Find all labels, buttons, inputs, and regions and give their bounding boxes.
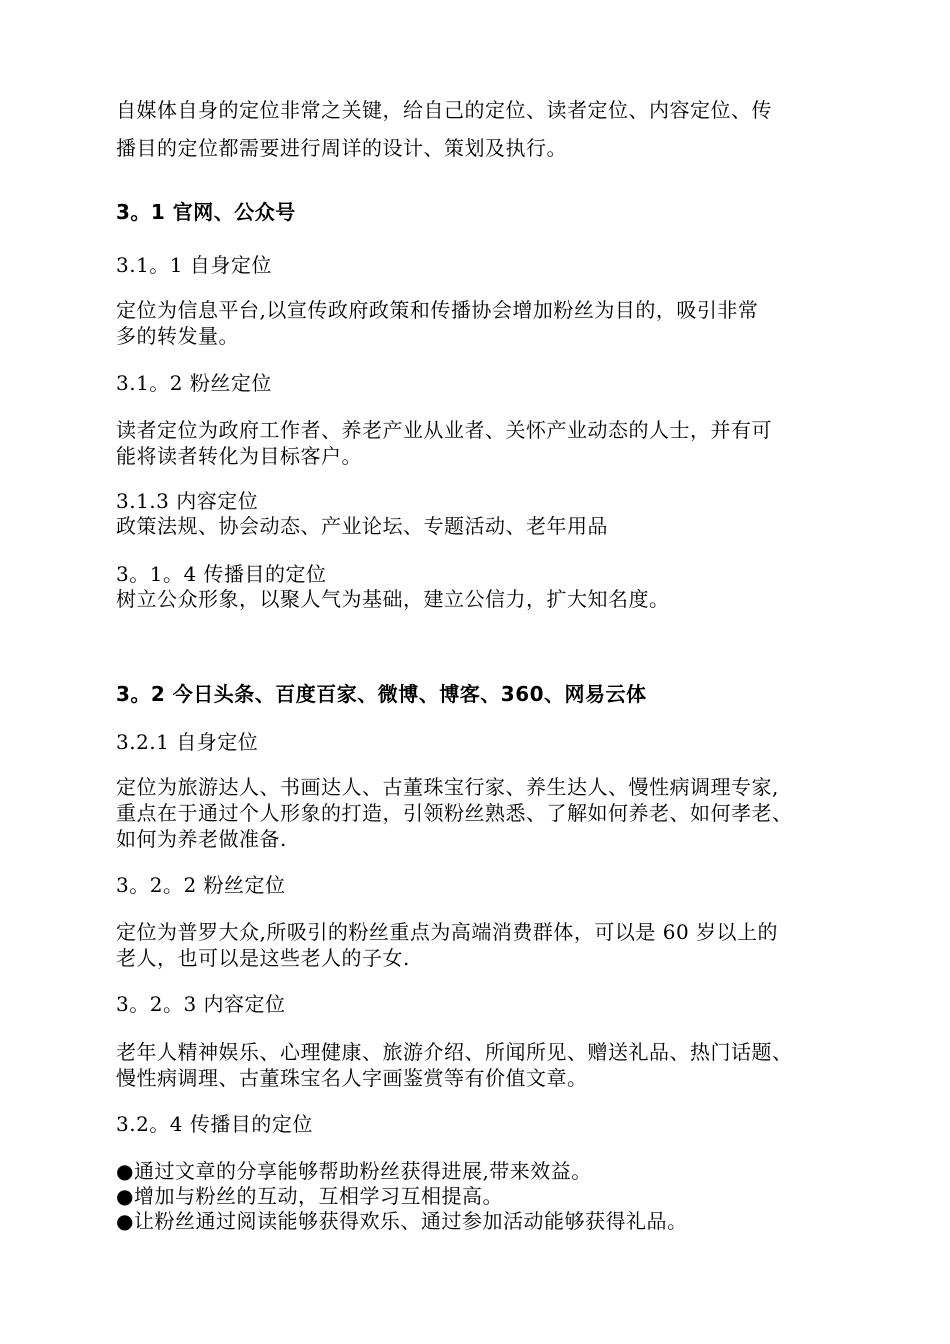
section-2-2-line-1: 定位为普罗大众,所吸引的粉丝重点为高端消费群体，可以是 60 岁以上的	[116, 920, 779, 944]
section-1-3-line-1: 政策法规、协会动态、产业论坛、专题活动、老年用品	[116, 514, 608, 538]
intro-line-2: 播目的定位都需要进行周详的设计、策划及执行。	[116, 136, 567, 160]
section-2-1-line-3: 如何为养老做准备.	[116, 827, 287, 851]
section-1-4-line-1: 树立公众形象，以聚人气为基础，建立公信力，扩大知名度。	[116, 587, 670, 611]
section-1-3-heading: 3.1.3 内容定位	[116, 489, 259, 513]
section-1-4-heading: 3。1。4 传播目的定位	[116, 562, 327, 586]
section-1-2-line-1: 读者定位为政府工作者、养老产业从业者、关怀产业动态的人士，并有可	[116, 418, 772, 442]
bullet-item-3: ●让粉丝通过阅读能够获得欢乐、通过参加活动能够获得礼品。	[116, 1209, 688, 1233]
section-2-1-heading: 3.2.1 自身定位	[116, 730, 259, 754]
section-1-2-heading: 3.1。2 粉丝定位	[116, 371, 272, 395]
section-1-1-line-1: 定位为信息平台,以宣传政府政策和传播协会增加粉丝为目的，吸引非常	[116, 298, 759, 322]
section-2-2-line-2: 老人，也可以是这些老人的子女.	[116, 946, 410, 970]
section-2-1-line-1: 定位为旅游达人、书画达人、古董珠宝行家、养生达人、慢性病调理专家,	[116, 775, 779, 799]
section-2-4-heading: 3.2。4 传播目的定位	[116, 1112, 313, 1136]
section-2-2-heading: 3。2。2 粉丝定位	[116, 873, 286, 897]
section-1-1-heading: 3.1。1 自身定位	[116, 253, 272, 277]
section-2-3-line-2: 慢性病调理、古董珠宝名人字画鉴赏等有价值文章。	[116, 1066, 588, 1090]
section-2-heading: 3。2 今日头条、百度百家、微博、博客、360、网易云体	[116, 682, 647, 706]
bullet-item-2: ●增加与粉丝的互动，互相学习互相提高。	[116, 1184, 503, 1208]
bullet-item-1: ●通过文章的分享能够帮助粉丝获得进展,带来效益。	[116, 1159, 592, 1183]
section-2-3-line-1: 老年人精神娱乐、心理健康、旅游介绍、所闻所见、赠送礼品、热门话题、	[116, 1040, 793, 1064]
intro-line-1: 自媒体自身的定位非常之关键，给自己的定位、读者定位、内容定位、传	[116, 98, 772, 122]
section-1-1-line-2: 多的转发量。	[116, 324, 239, 348]
section-2-3-heading: 3。2。3 内容定位	[116, 992, 286, 1016]
section-2-1-line-2: 重点在于通过个人形象的打造，引领粉丝熟悉、了解如何养老、如何孝老、	[116, 801, 793, 825]
section-1-2-line-2: 能将读者转化为目标客户。	[116, 444, 362, 468]
section-1-heading: 3。1 官网、公众号	[116, 200, 296, 224]
